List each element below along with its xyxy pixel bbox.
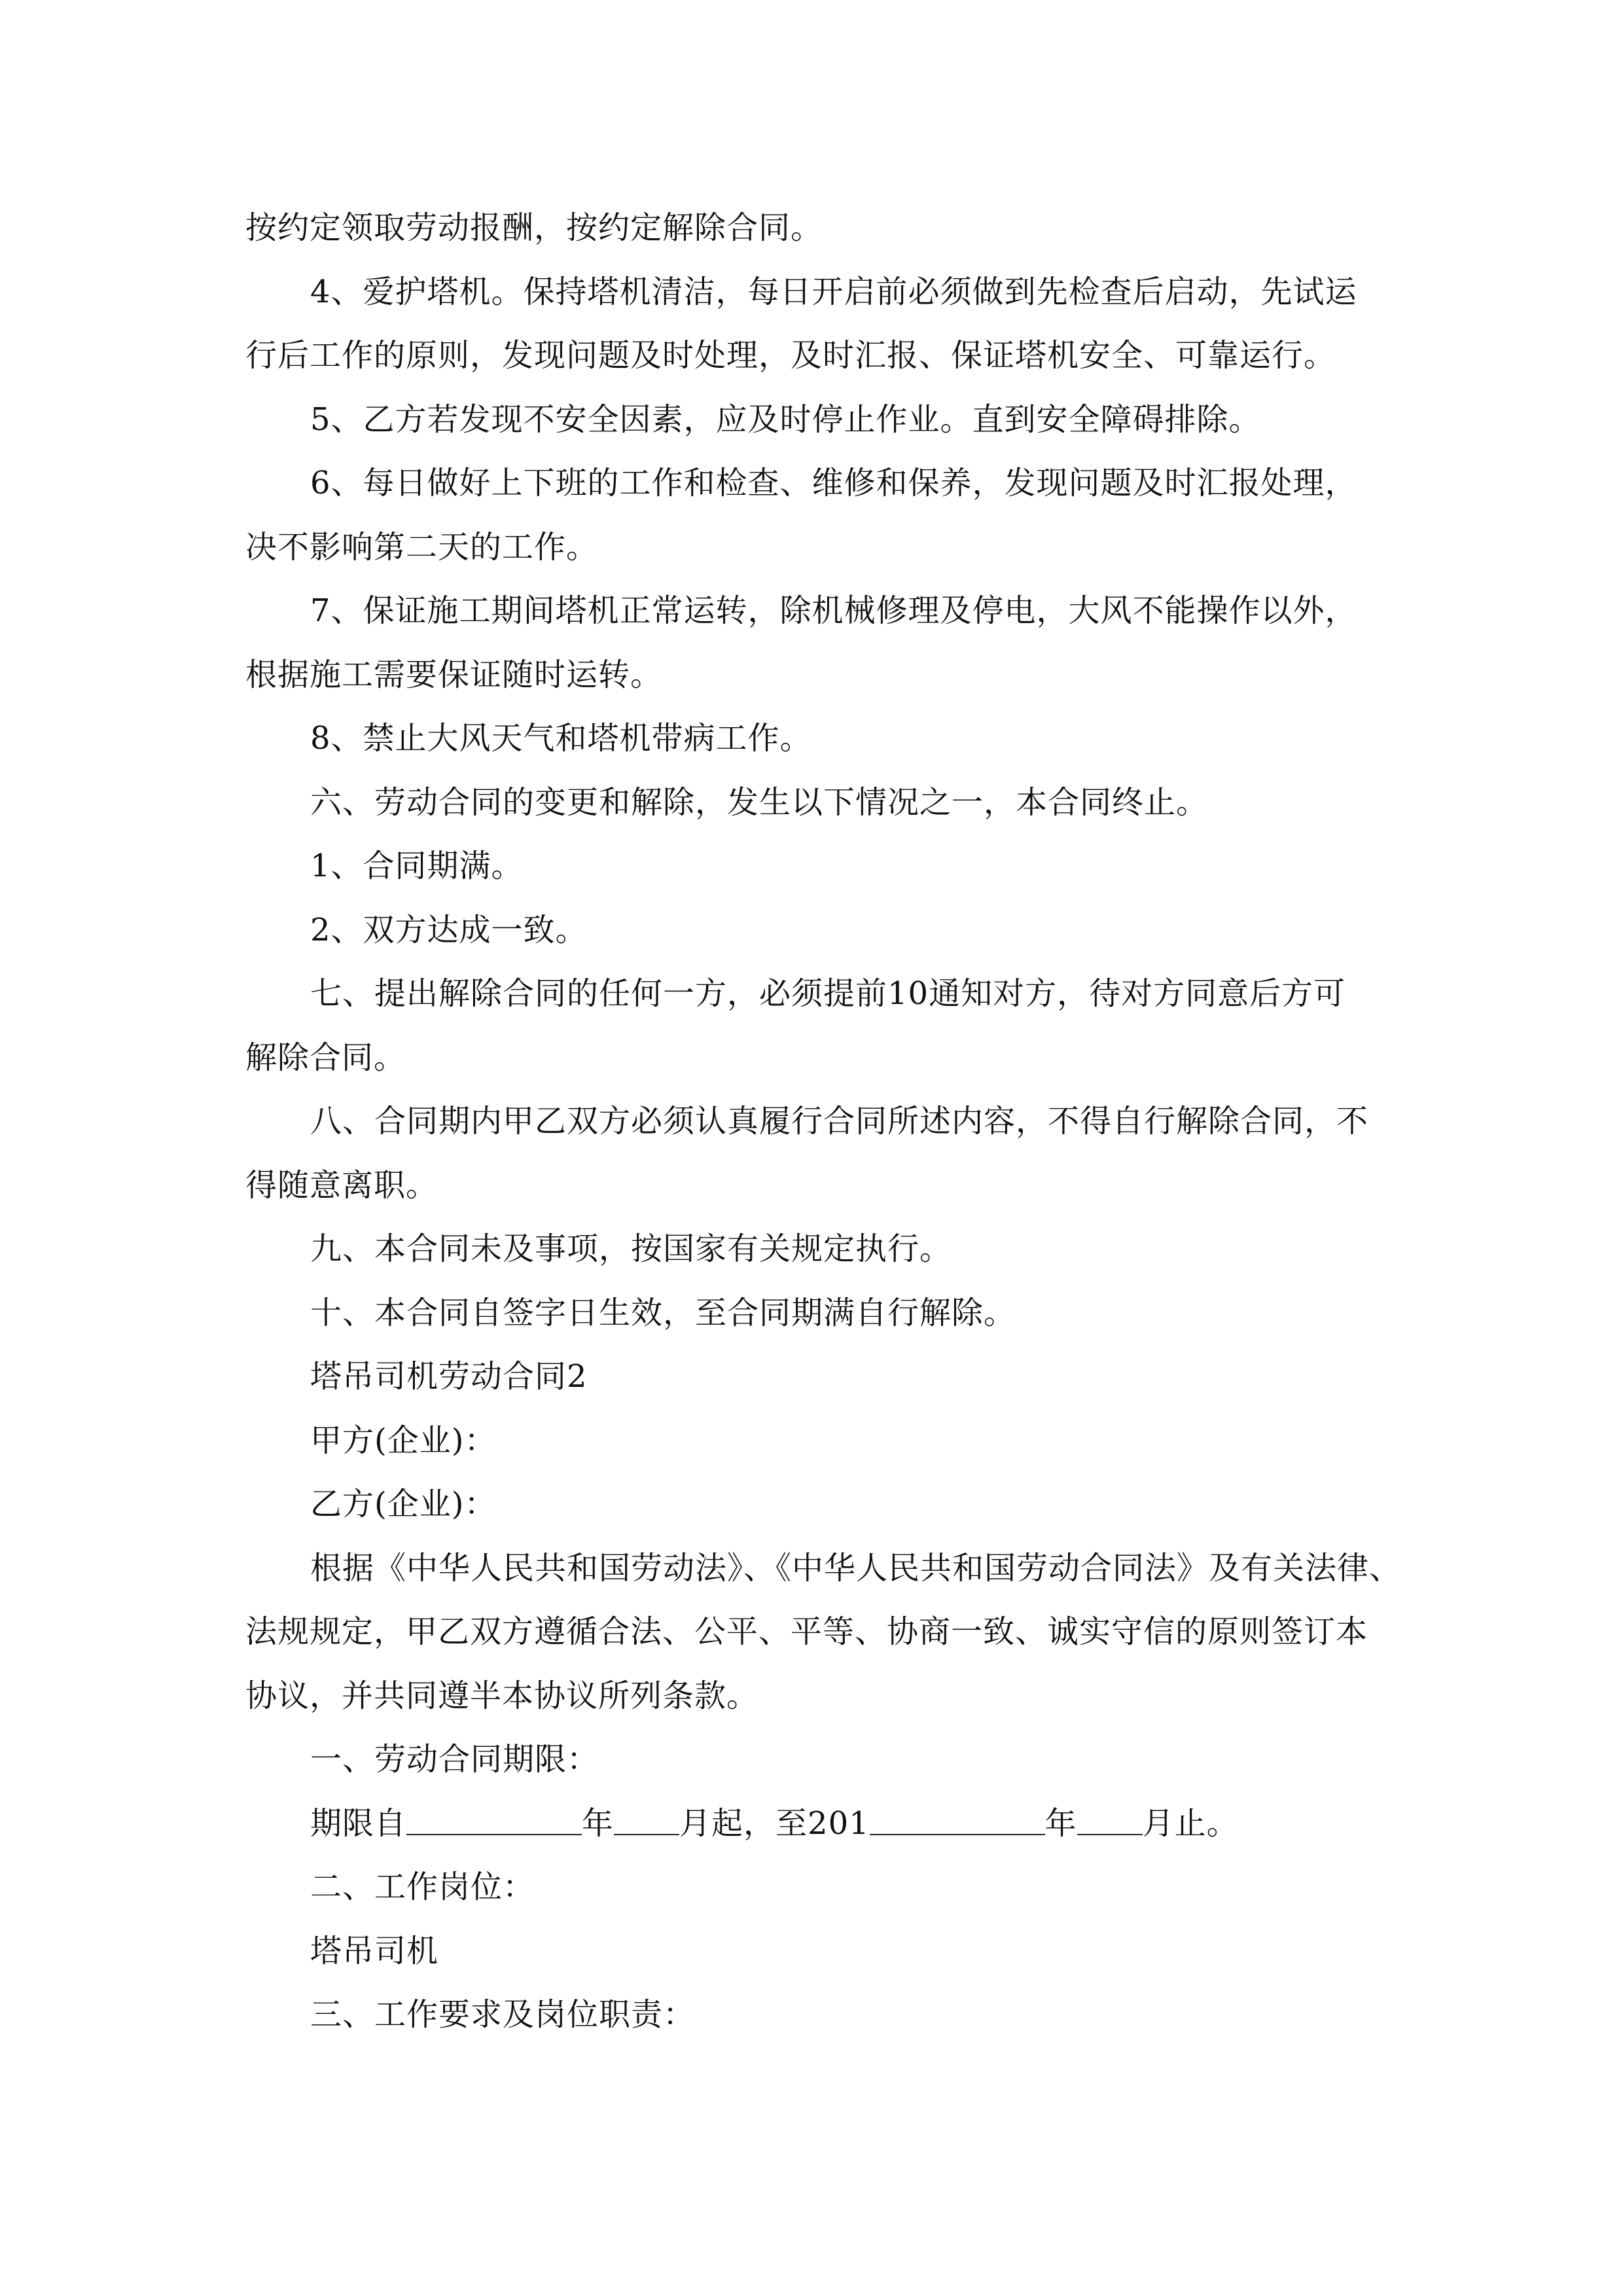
until-label: 月起，至201 bbox=[679, 1804, 870, 1842]
text-line: 2、双方达成一致。 bbox=[310, 911, 588, 948]
document-body bbox=[245, 196, 1402, 2047]
text-line: 4、爱护塔机。保持塔机清洁，每日开启前必须做到先检查后启动，先试运 bbox=[310, 273, 1357, 310]
year-label: 年 bbox=[582, 1804, 615, 1842]
text-line: 5、乙方若发现不安全因素，应及时停止作业。直到安全障碍排除。 bbox=[310, 401, 1261, 438]
end-label: 月止。 bbox=[1142, 1804, 1239, 1842]
text-line: 6、每日做好上下班的工作和检查、维修和保养，发现问题及时汇报处理， bbox=[310, 465, 1357, 501]
party-a-line: 甲方(企业)： bbox=[310, 1422, 497, 1459]
year-label: 年 bbox=[1044, 1804, 1077, 1842]
text-line: 解除合同。 bbox=[245, 1039, 406, 1076]
text-line: 十、本合同自签字日生效，至合同期满自行解除。 bbox=[310, 1294, 1016, 1331]
text-line: 行后工作的原则，发现问题及时处理，及时汇报、保证塔机安全、可靠运行。 bbox=[245, 337, 1336, 374]
text-line: 九、本合同未及事项，按国家有关规定执行。 bbox=[310, 1230, 952, 1267]
text-line: 根据施工需要保证随时运转。 bbox=[245, 656, 663, 693]
end-year-blank[interactable] bbox=[870, 1796, 1045, 1835]
section-title: 塔吊司机劳动合同2 bbox=[310, 1358, 588, 1395]
contract-term-line bbox=[245, 1792, 1381, 1856]
text-line: 七、提出解除合同的任何一方，必须提前10通知对方，待对方同意后方可 bbox=[310, 975, 1346, 1012]
start-year-blank[interactable] bbox=[406, 1796, 582, 1835]
text-line: 三、工作要求及岗位职责： bbox=[310, 1996, 696, 2033]
end-month-blank[interactable] bbox=[1077, 1796, 1143, 1835]
text-line: 8、禁止大风天气和塔机带病工作。 bbox=[310, 720, 812, 757]
text-line: 协议，并共同遵半本协议所列条款。 bbox=[245, 1677, 759, 1714]
text-line: 法规规定，甲乙双方遵循合法、公平、平等、协商一致、诚实守信的原则签订本 bbox=[245, 1613, 1368, 1650]
text-line: 7、保证施工期间塔机正常运转，除机械修理及停电，大风不能操作以外， bbox=[310, 592, 1357, 629]
text-line: 八、合同期内甲乙双方必须认真履行合同所述内容，不得自行解除合同，不 bbox=[310, 1103, 1369, 1139]
text-line: 得随意离职。 bbox=[245, 1166, 438, 1204]
term-label: 期限自 bbox=[310, 1804, 407, 1842]
text-line: 一、劳动合同期限： bbox=[310, 1741, 599, 1778]
party-b-line: 乙方(企业)： bbox=[310, 1486, 497, 1522]
text-line: 根据《中华人民共和国劳动法》、《中华人民共和国劳动合同法》及有关法律、 bbox=[310, 1549, 1402, 1587]
text-line: 按约定领取劳动报酬，按约定解除合同。 bbox=[245, 209, 823, 246]
text-line: 决不影响第二天的工作。 bbox=[245, 528, 599, 565]
text-line: 1、合同期满。 bbox=[310, 848, 524, 884]
text-line: 六、劳动合同的变更和解除，发生以下情况之一，本合同终止。 bbox=[310, 783, 1209, 821]
text-line: 塔吊司机 bbox=[310, 1932, 439, 1969]
text-line: 二、工作岗位： bbox=[310, 1869, 535, 1905]
start-month-blank[interactable] bbox=[614, 1796, 679, 1835]
